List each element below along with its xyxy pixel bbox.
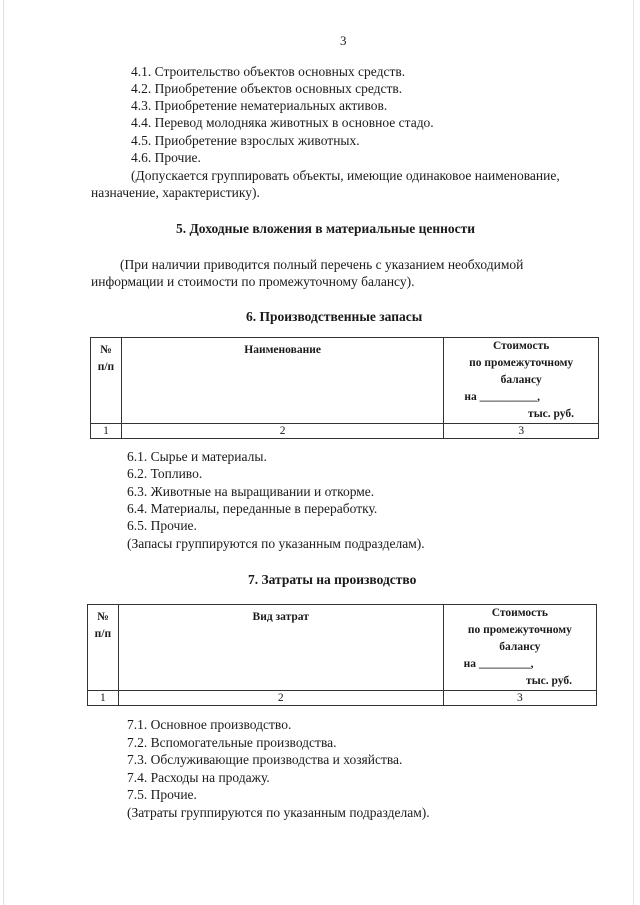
- scan-edge-left: [3, 0, 4, 905]
- list-item-7-1: 7.1. Основное производство.: [127, 717, 292, 732]
- header-cost-unit: тыс. руб.: [526, 675, 572, 687]
- header-cost-line2: по промежуточному: [469, 357, 574, 369]
- header-cost-line2: по промежуточному: [467, 624, 572, 636]
- header-number-cell: [91, 338, 122, 424]
- header-cost-line1: Стоимость: [493, 340, 550, 352]
- list-item-7-4: 7.4. Расходы на продажу.: [127, 770, 270, 785]
- list-item-4-3: 4.3. Приобретение нематериальных активов.: [131, 98, 388, 113]
- section5-heading: 5. Доходные вложения в материальные ценности: [176, 221, 476, 236]
- table-header-row: [88, 605, 597, 691]
- header-number-line1: №: [97, 611, 109, 623]
- section4-note-line2: назначение, характеристику).: [91, 185, 260, 200]
- col-number-2: 2: [118, 691, 443, 706]
- header-number-line2: п/п: [97, 361, 115, 373]
- inventory-table: [90, 337, 599, 439]
- table-header-row: [91, 338, 599, 424]
- section7-note: (Затраты группируются по указанным подразделам).: [127, 805, 430, 820]
- col-number-3: 3: [444, 424, 599, 439]
- section6-note: (Запасы группируются по указанным подразделам).: [127, 536, 425, 551]
- section5-note-line2: информации и стоимости по промежуточному балансу).: [91, 274, 415, 289]
- list-item-6-3: 6.3. Животные на выращивании и откорме.: [127, 484, 375, 499]
- header-cost-date-line: на __________,: [464, 391, 541, 403]
- list-item-6-4: 6.4. Материалы, переданные в переработку.: [127, 501, 378, 516]
- header-number-cell: [88, 605, 119, 691]
- header-cost-line1: Стоимость: [491, 607, 548, 619]
- header-cost-line3: балансу: [500, 374, 542, 386]
- header-cost-date-line: на _________,: [463, 658, 534, 670]
- production-costs-table: [87, 604, 597, 706]
- list-item-7-5: 7.5. Прочие.: [127, 787, 197, 802]
- header-cost-unit: тыс. руб.: [528, 408, 574, 420]
- header-cost-line3: балансу: [499, 641, 541, 653]
- list-item-4-5: 4.5. Приобретение взрослых животных.: [131, 133, 360, 148]
- header-number-line1: №: [100, 344, 112, 356]
- list-item-4-1: 4.1. Строительство объектов основных средств.: [131, 64, 406, 79]
- header-name-cell: [121, 338, 444, 424]
- page-number: 3: [340, 33, 347, 48]
- table-number-row: [91, 424, 599, 439]
- section7-heading: 7. Затраты на производство: [248, 572, 417, 587]
- list-item-7-3: 7.3. Обслуживающие производства и хозяйства.: [127, 752, 403, 767]
- col-number-1: 1: [91, 424, 122, 439]
- header-number-line2: п/п: [94, 628, 112, 640]
- list-item-4-4: 4.4. Перевод молодняка животных в основное стадо.: [131, 115, 434, 130]
- section6-heading: 6. Производственные запасы: [246, 309, 423, 324]
- col-number-2: 2: [121, 424, 444, 439]
- header-cost-type-label: Вид затрат: [252, 611, 309, 623]
- list-item-7-2: 7.2. Вспомогательные производства.: [127, 735, 337, 750]
- section4-note-line1: (Допускается группировать объекты, имеющие одинаковое наименование,: [131, 168, 560, 183]
- list-item-6-2: 6.2. Топливо.: [127, 466, 203, 481]
- section5-note-line1: (При наличии приводится полный перечень с указанием необходимой: [120, 257, 524, 272]
- col-number-1: 1: [88, 691, 119, 706]
- list-item-4-6: 4.6. Прочие.: [131, 150, 201, 165]
- list-item-6-5: 6.5. Прочие.: [127, 518, 197, 533]
- list-item-4-2: 4.2. Приобретение объектов основных средств.: [131, 81, 403, 96]
- header-cost-cell: [444, 338, 599, 424]
- header-name-label: Наименование: [244, 344, 321, 356]
- col-number-3: 3: [443, 691, 596, 706]
- header-cost-type-cell: [118, 605, 443, 691]
- table-number-row: [88, 691, 597, 706]
- header-cost-cell: [443, 605, 596, 691]
- scan-edge-right: [633, 0, 634, 905]
- list-item-6-1: 6.1. Сырье и материалы.: [127, 449, 267, 464]
